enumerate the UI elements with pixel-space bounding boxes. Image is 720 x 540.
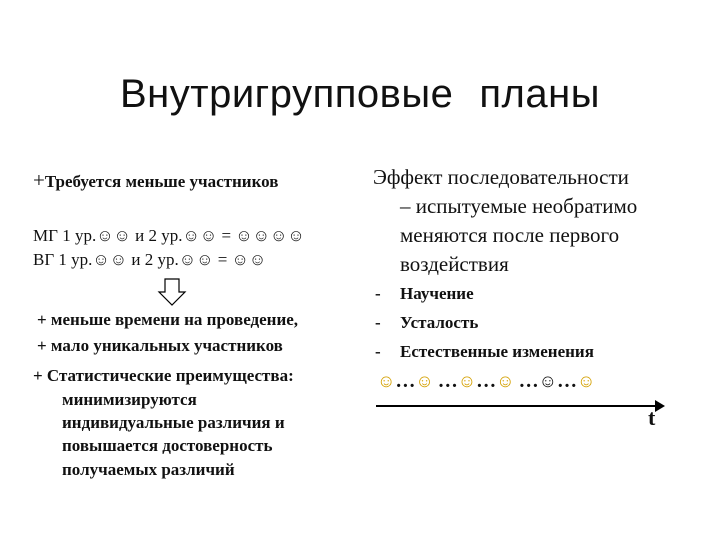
advantage-participants: + мало уникальных участников (37, 336, 283, 355)
title-part-1: Внутригрупповые (120, 72, 454, 116)
advantage-statistics-line-3: повышается достоверность (62, 436, 273, 455)
title-part-2: планы (479, 72, 600, 116)
smiley-icon: ☺ (377, 371, 396, 391)
smiley-icon: ☺ (457, 371, 477, 391)
vg-formula: ВГ 1 ур.☺☺ и 2 ур.☺☺ = ☺☺ (33, 250, 267, 269)
item-learning: Научение (400, 284, 474, 303)
ellipsis: … (518, 370, 539, 392)
mg-formula: МГ 1 ур.☺☺ и 2 ур.☺☺ = ☺☺☺☺ (33, 226, 305, 245)
fewer-participants-text: Требуется меньше участников (44, 172, 279, 191)
time-axis-label: t (648, 405, 656, 430)
timeline-axis (376, 405, 657, 407)
plus-sign: + (33, 168, 45, 192)
ellipsis: … (395, 370, 416, 392)
advantage-statistics-line-1: минимизируются (62, 390, 197, 409)
smiley-icon: ☺ (415, 371, 434, 391)
ellipsis: … (437, 370, 458, 392)
timeline-sequence (377, 370, 595, 393)
smiley-icon: ☺ (576, 371, 596, 391)
smiley-icon: ☺ (496, 371, 515, 391)
smiley-icon: ☺ (538, 371, 557, 391)
item-fatigue: Усталость (400, 313, 479, 332)
ellipsis: … (476, 370, 497, 392)
effect-line-1: Эффект последовательности (373, 165, 629, 189)
bullet-dash: - (375, 284, 381, 303)
effect-line-3: меняются после первого (400, 223, 620, 247)
ellipsis: … (556, 370, 577, 392)
page-title (0, 72, 720, 117)
advantage-statistics: + Статистические преимущества: (33, 366, 294, 385)
item-natural-changes: Естественные изменения (400, 342, 594, 361)
down-arrow-icon (157, 278, 187, 306)
advantage-statistics-line-4: получаемых различий (62, 460, 235, 479)
effect-line-2: – испытуемые необратимо (400, 194, 638, 218)
advantage-time: + меньше времени на проведение, (37, 310, 299, 329)
bullet-dash: - (375, 342, 381, 361)
effect-line-4: воздействия (400, 252, 509, 276)
fewer-participants-line (33, 168, 278, 193)
bullet-dash: - (375, 313, 381, 332)
timeline-arrow-icon (655, 400, 665, 412)
advantage-statistics-line-2: индивидуальные различия и (62, 413, 285, 432)
